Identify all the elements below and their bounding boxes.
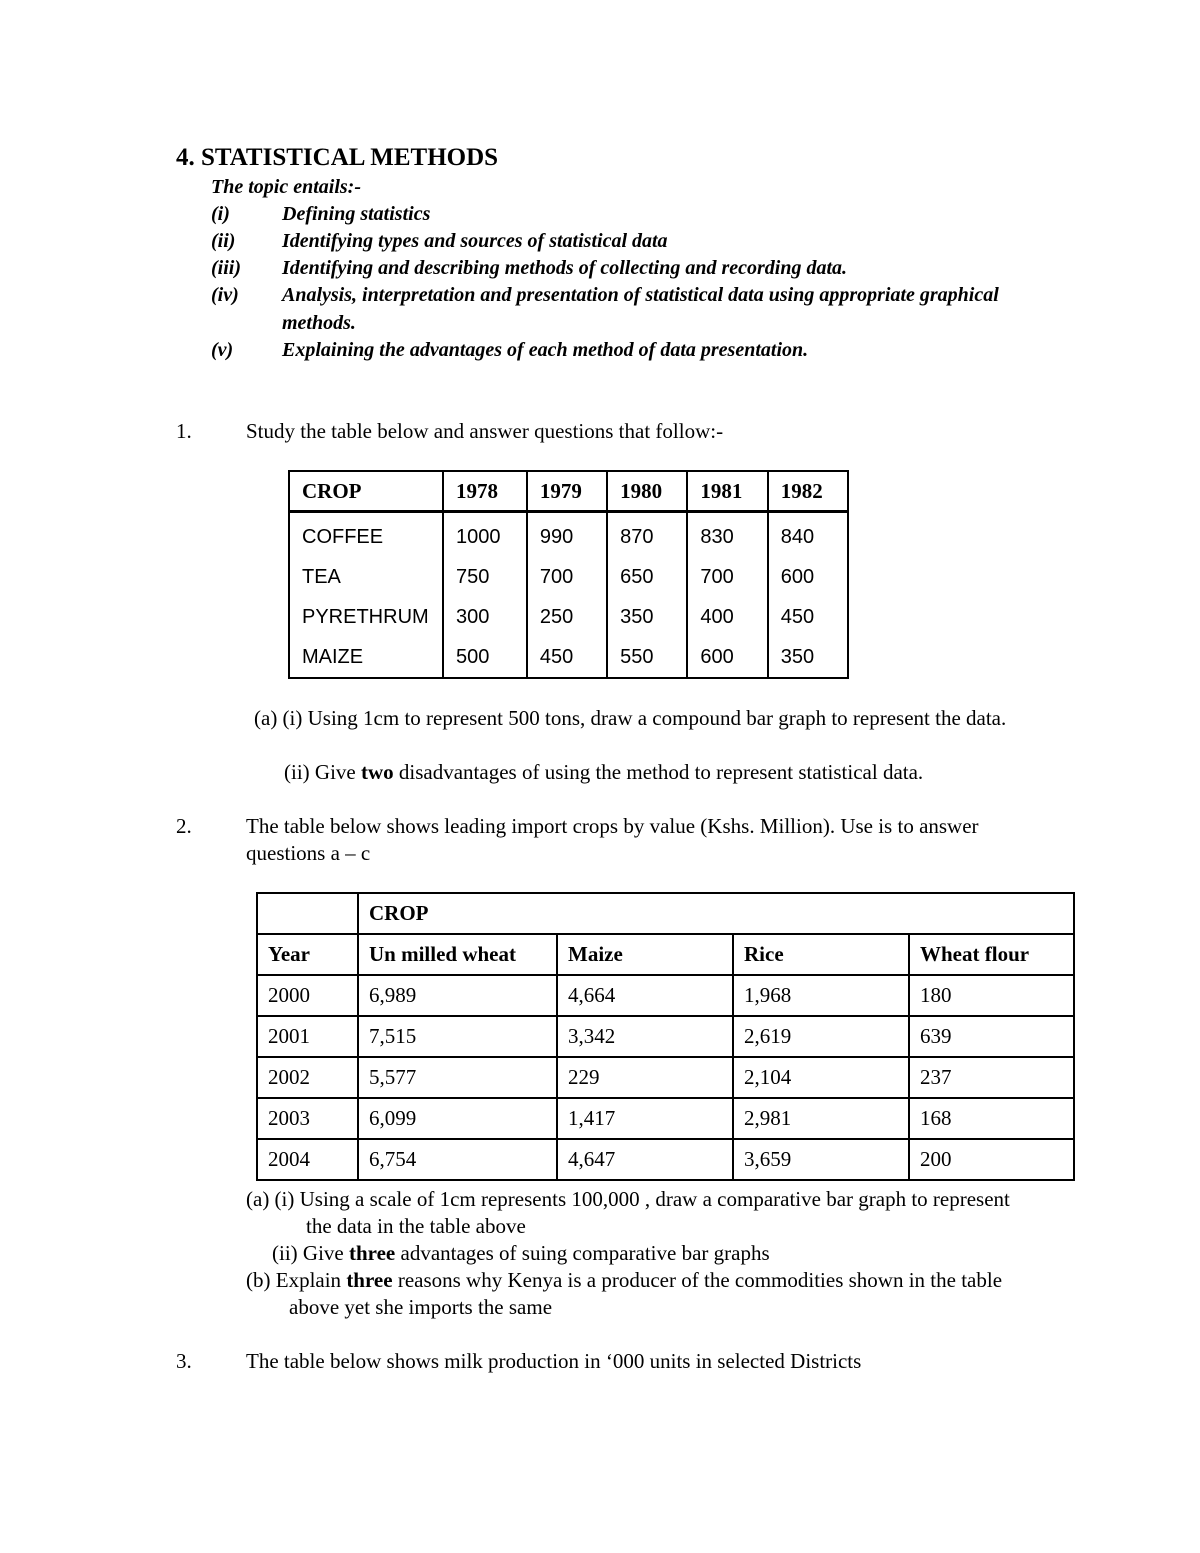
table-row bbox=[257, 1057, 1074, 1098]
topic-text: Explaining the advantages of each method of data presentation. bbox=[282, 339, 809, 361]
text-span: disadvantages of using the method to represent statistical data. bbox=[393, 760, 924, 784]
table-cell: 6,754 bbox=[358, 1139, 557, 1180]
table-cell: 2003 bbox=[257, 1098, 358, 1139]
table-cell: 200 bbox=[909, 1139, 1074, 1180]
emphasis-text: three bbox=[346, 1268, 393, 1292]
table-cell: 1,417 bbox=[557, 1098, 733, 1139]
question-number: 3. bbox=[176, 1349, 192, 1373]
table-header-cell: CROP bbox=[289, 471, 443, 512]
question-number: 2. bbox=[176, 814, 192, 838]
table-cell: 990 bbox=[527, 512, 607, 558]
table-header-cell: Year bbox=[257, 934, 358, 975]
table-header-row bbox=[257, 934, 1074, 975]
table-cell: 5,577 bbox=[358, 1057, 557, 1098]
question-part bbox=[272, 1241, 770, 1266]
question-number: 1. bbox=[176, 419, 192, 443]
table-cell: 168 bbox=[909, 1098, 1074, 1139]
text-span: (ii) Give bbox=[272, 1241, 349, 1265]
question-text: The table below shows milk production in ‘000 units in selected Districts bbox=[246, 1349, 862, 1373]
table-header-cell: 1982 bbox=[768, 471, 848, 512]
table-cell: 500 bbox=[443, 637, 527, 678]
table-cell: COFFEE bbox=[289, 512, 443, 558]
topic-number: (v) bbox=[211, 339, 234, 361]
topic-number: (iv) bbox=[211, 284, 239, 306]
table-row bbox=[257, 1139, 1074, 1180]
table-cell: 300 bbox=[443, 597, 527, 637]
table-cell: 237 bbox=[909, 1057, 1074, 1098]
table-cell: 229 bbox=[557, 1057, 733, 1098]
table-row bbox=[289, 637, 848, 678]
topic-number: (ii) bbox=[211, 230, 236, 252]
import-crops-table bbox=[256, 892, 1075, 1181]
table-group-header-row bbox=[257, 893, 1074, 934]
table-row bbox=[289, 557, 848, 597]
table-cell: 450 bbox=[527, 637, 607, 678]
table-row bbox=[289, 597, 848, 637]
table-header-cell: 1979 bbox=[527, 471, 607, 512]
table-cell: 2,619 bbox=[733, 1016, 909, 1057]
table-cell: 650 bbox=[607, 557, 687, 597]
table-cell: 250 bbox=[527, 597, 607, 637]
table-cell: 2,104 bbox=[733, 1057, 909, 1098]
topic-number: (iii) bbox=[211, 257, 241, 279]
table-cell: 3,342 bbox=[557, 1016, 733, 1057]
table-cell: MAIZE bbox=[289, 637, 443, 678]
table-cell: 2002 bbox=[257, 1057, 358, 1098]
topic-text: Analysis, interpretation and presentation of statistical data using appropriate graphical bbox=[282, 284, 999, 306]
table-cell: 2000 bbox=[257, 975, 358, 1016]
table-header-cell: Maize bbox=[557, 934, 733, 975]
table-header-cell: 1980 bbox=[607, 471, 687, 512]
table-cell: 4,664 bbox=[557, 975, 733, 1016]
question-part: above yet she imports the same bbox=[289, 1295, 553, 1319]
text-span: (b) Explain bbox=[246, 1268, 347, 1292]
crop-table bbox=[288, 470, 849, 679]
table-cell: 870 bbox=[607, 512, 687, 558]
table-header-row bbox=[289, 471, 848, 512]
table-row bbox=[257, 1016, 1074, 1057]
table-cell: 350 bbox=[768, 637, 848, 678]
table-cell: 639 bbox=[909, 1016, 1074, 1057]
topic-text: Identifying types and sources of statistical data bbox=[282, 230, 668, 252]
topic-text: Defining statistics bbox=[282, 203, 431, 225]
section-title: 4. STATISTICAL METHODS bbox=[176, 144, 499, 171]
table-cell: 450 bbox=[768, 597, 848, 637]
table-cell: 840 bbox=[768, 512, 848, 558]
table-cell: 1000 bbox=[443, 512, 527, 558]
table-cell: 830 bbox=[687, 512, 767, 558]
table-cell: 550 bbox=[607, 637, 687, 678]
question-part: (a) (i) Using 1cm to represent 500 tons, draw a compound bar graph to represent the data. bbox=[254, 706, 1007, 730]
table-header-cell: 1978 bbox=[443, 471, 527, 512]
topic-number: (i) bbox=[211, 203, 230, 225]
question-text: questions a – c bbox=[246, 841, 371, 865]
table-cell: 7,515 bbox=[358, 1016, 557, 1057]
table-cell: 2004 bbox=[257, 1139, 358, 1180]
table-cell: 600 bbox=[768, 557, 848, 597]
table-header-cell: Rice bbox=[733, 934, 909, 975]
question-part bbox=[284, 760, 923, 785]
table-cell: 750 bbox=[443, 557, 527, 597]
table-cell: 700 bbox=[527, 557, 607, 597]
topic-intro: The topic entails:- bbox=[211, 176, 361, 198]
question-part: (a) (i) Using a scale of 1cm represents 100,000 , draw a comparative bar graph to represent bbox=[246, 1187, 1010, 1211]
topic-text: Identifying and describing methods of collecting and recording data. bbox=[282, 257, 848, 279]
table-cell: PYRETHRUM bbox=[289, 597, 443, 637]
text-span: advantages of suing comparative bar graphs bbox=[395, 1241, 770, 1265]
table-header-cell: Un milled wheat bbox=[358, 934, 557, 975]
question-text: Study the table below and answer questions that follow:- bbox=[246, 419, 724, 443]
table-cell: 1,968 bbox=[733, 975, 909, 1016]
table-cell: 180 bbox=[909, 975, 1074, 1016]
table-cell: 2001 bbox=[257, 1016, 358, 1057]
table-header-cell: Wheat flour bbox=[909, 934, 1074, 975]
topic-text: methods. bbox=[282, 312, 356, 334]
emphasis-text: two bbox=[360, 760, 394, 784]
table-row bbox=[257, 1098, 1074, 1139]
text-span: (ii) Give bbox=[284, 760, 361, 784]
table-header-cell bbox=[257, 893, 358, 934]
table-row bbox=[257, 975, 1074, 1016]
table-cell: 350 bbox=[607, 597, 687, 637]
table-cell: TEA bbox=[289, 557, 443, 597]
table-cell: 4,647 bbox=[557, 1139, 733, 1180]
table-cell: 3,659 bbox=[733, 1139, 909, 1180]
table-cell: 6,099 bbox=[358, 1098, 557, 1139]
question-part: the data in the table above bbox=[306, 1214, 526, 1238]
table-header-cell: CROP bbox=[358, 893, 1074, 934]
question-text: The table below shows leading import crops by value (Kshs. Million). Use is to answer bbox=[246, 814, 979, 838]
question-part bbox=[246, 1268, 1002, 1293]
table-cell: 600 bbox=[687, 637, 767, 678]
emphasis-text: three bbox=[348, 1241, 396, 1265]
table-cell: 700 bbox=[687, 557, 767, 597]
table-row bbox=[289, 512, 848, 558]
table-cell: 400 bbox=[687, 597, 767, 637]
table-cell: 2,981 bbox=[733, 1098, 909, 1139]
table-header-cell: 1981 bbox=[687, 471, 767, 512]
table-cell: 6,989 bbox=[358, 975, 557, 1016]
text-span: reasons why Kenya is a producer of the commodities shown in the table bbox=[392, 1268, 1003, 1292]
